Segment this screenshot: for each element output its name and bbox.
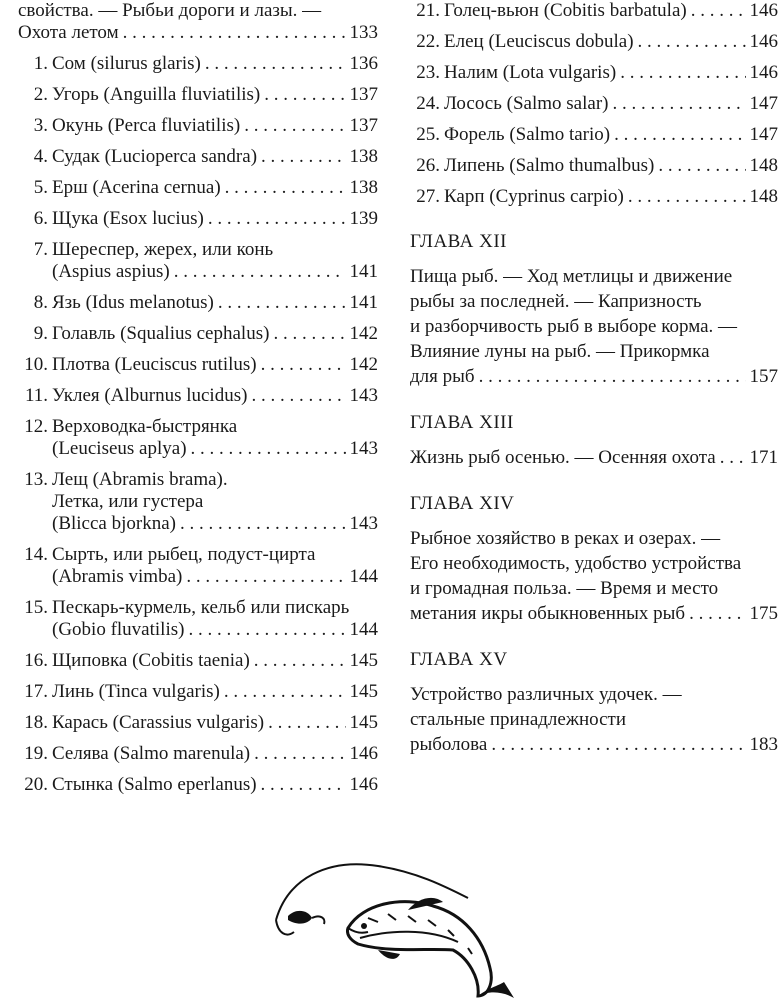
entry-number: 16. — [24, 650, 48, 671]
dot-leader — [261, 146, 345, 168]
entry-title: Липень (Salmo thumalbus) — [444, 155, 655, 176]
toc-entry — [18, 544, 378, 588]
entry-number: 21. — [416, 0, 440, 21]
dot-leader — [188, 619, 345, 641]
dot-leader — [628, 186, 746, 208]
toc-entry — [18, 84, 378, 106]
dot-leader — [244, 115, 345, 137]
entry-line — [18, 177, 378, 199]
chapter-summary — [410, 682, 778, 757]
toc-entry — [18, 354, 378, 376]
toc-entry — [410, 155, 778, 177]
dot-leader — [123, 22, 346, 44]
entry-title: Стынка (Salmo eperlanus) — [52, 774, 257, 795]
entry-title: (Leuciseus aplya) — [52, 438, 187, 459]
entry-title: (Abramis vimba) — [52, 566, 183, 587]
page-number: 143 — [349, 513, 378, 534]
entry-title: Елец (Leuciscus dobula) — [444, 31, 634, 52]
toc-intro-entry — [18, 0, 378, 44]
chapter-heading: ГЛАВА XII — [410, 231, 507, 252]
dot-leader — [689, 601, 745, 626]
entry-title: рыболова — [410, 734, 488, 755]
entry-line — [18, 513, 378, 535]
chapter-summary — [410, 445, 778, 470]
toc-left-column — [18, 0, 378, 805]
entry-number: 13. — [24, 469, 48, 490]
entry-title: Лещ (Abramis brama). — [52, 469, 228, 490]
chapter-heading: ГЛАВА XIII — [410, 412, 514, 433]
entry-title: Влияние луны на рыб. — Прикормка — [410, 341, 710, 362]
entry-title: Охота летом — [18, 22, 119, 43]
dot-leader — [174, 261, 346, 283]
page-number: 142 — [349, 323, 378, 344]
entry-title: Пескарь-курмель, кельб или пискарь — [52, 597, 350, 618]
entry-title: свойства. — Рыбьи дороги и лазы. — — [18, 0, 322, 21]
entry-number: 2. — [33, 84, 48, 105]
page-number: 139 — [349, 208, 378, 229]
entry-line — [410, 289, 778, 314]
entry-title: Пища рыб. — Ход метлицы и движение — [410, 266, 733, 287]
entry-title: метания икры обыкновенных рыб — [410, 603, 686, 624]
entry-line — [18, 438, 378, 460]
entry-title: Язь (Idus melanotus) — [52, 292, 214, 313]
page-number: 133 — [349, 22, 378, 43]
page-number: 145 — [349, 650, 378, 671]
entry-number: 4. — [33, 146, 48, 167]
entry-title: Линь (Tinca vulgaris) — [52, 681, 220, 702]
entry-line — [410, 314, 778, 339]
entry-line — [410, 551, 778, 576]
page-number: 136 — [349, 53, 378, 74]
entry-title: Сырть, или рыбец, подуст-цирта — [52, 544, 316, 565]
entry-line — [410, 601, 778, 626]
entry-title: для рыб — [410, 366, 475, 387]
page-number: 143 — [349, 438, 378, 459]
dot-leader — [620, 62, 745, 84]
page-number: 183 — [749, 734, 778, 755]
entry-line — [410, 339, 778, 364]
toc-entry — [410, 62, 778, 84]
entry-title: Верховодка-быстрянка — [52, 416, 238, 437]
fish-on-hook-illustration — [268, 858, 518, 998]
entry-line — [410, 576, 778, 601]
entry-line — [410, 31, 778, 53]
toc-entry — [18, 177, 378, 199]
entry-title: Голавль (Squalius cephalus) — [52, 323, 270, 344]
entry-line — [18, 84, 378, 106]
entry-line — [18, 261, 378, 283]
entry-title: Шереспер, жерех, или конь — [52, 239, 274, 260]
dot-leader — [186, 566, 345, 588]
entry-title: (Gobio fluvatilis) — [52, 619, 185, 640]
chapter-heading: ГЛАВА XIV — [410, 493, 515, 514]
dot-leader — [225, 177, 346, 199]
entry-number: 8. — [33, 292, 48, 313]
page-number: 148 — [749, 155, 778, 176]
page-number: 141 — [349, 261, 378, 282]
chapter-heading: ГЛАВА XV — [410, 649, 508, 670]
chapter-summary — [410, 526, 778, 626]
entry-line — [18, 385, 378, 407]
dot-leader — [180, 513, 346, 535]
entry-line — [18, 416, 378, 438]
page-number: 142 — [349, 354, 378, 375]
toc-entry — [18, 115, 378, 137]
entry-number: 15. — [24, 597, 48, 618]
dot-leader — [691, 0, 746, 22]
entry-title: (Aspius aspius) — [52, 261, 170, 282]
entry-line — [410, 445, 778, 470]
entry-title: Уклея (Alburnus lucidus) — [52, 385, 248, 406]
page-number: 175 — [749, 603, 778, 624]
toc-entry — [410, 31, 778, 53]
page-number: 146 — [349, 774, 378, 795]
entry-number: 18. — [24, 712, 48, 733]
dot-leader — [658, 155, 745, 177]
entry-title: Плотва (Leuciscus rutilus) — [52, 354, 257, 375]
entry-title: Щиповка (Cobitis taenia) — [52, 650, 250, 671]
dot-leader — [251, 385, 345, 407]
entry-line — [18, 292, 378, 314]
entry-title: Окунь (Perca fluviatilis) — [52, 115, 241, 136]
entry-line — [410, 526, 778, 551]
entry-title: Ерш (Acerina cernua) — [52, 177, 221, 198]
dot-leader — [273, 323, 345, 345]
entry-title: Устройство различных удочек. — — [410, 684, 682, 705]
entry-line — [18, 712, 378, 734]
entry-line — [18, 619, 378, 641]
entry-title: Рыбное хозяйство в реках и озерах. — — [410, 528, 721, 549]
entry-number: 6. — [33, 208, 48, 229]
entry-line — [18, 208, 378, 230]
dot-leader — [254, 650, 346, 672]
entry-line — [410, 124, 778, 146]
dot-leader — [612, 93, 745, 115]
entry-number: 22. — [416, 31, 440, 52]
entry-number: 23. — [416, 62, 440, 83]
entry-line — [18, 0, 378, 22]
page-number: 137 — [349, 115, 378, 136]
dot-leader — [264, 84, 345, 106]
entry-title: Налим (Lota vulgaris) — [444, 62, 617, 83]
entry-line — [18, 774, 378, 796]
page-number: 138 — [349, 177, 378, 198]
entry-title: Щука (Esox lucius) — [52, 208, 204, 229]
entry-line — [410, 186, 778, 208]
page-number: 137 — [349, 84, 378, 105]
entry-number: 27. — [416, 186, 440, 207]
dot-leader — [491, 732, 745, 757]
page-number: 148 — [749, 186, 778, 207]
toc-entry — [410, 0, 778, 22]
page-number: 145 — [349, 712, 378, 733]
page-number: 138 — [349, 146, 378, 167]
toc-entry — [410, 124, 778, 146]
entry-number: 17. — [24, 681, 48, 702]
chapter-summary — [410, 264, 778, 389]
dot-leader — [224, 681, 346, 703]
entry-title: Жизнь рыб осенью. — Осенняя охота — [410, 447, 716, 468]
entry-number: 26. — [416, 155, 440, 176]
toc-entry — [18, 208, 378, 230]
dot-leader — [720, 445, 746, 470]
entry-number: 11. — [24, 385, 48, 406]
page-number: 144 — [349, 566, 378, 587]
entry-number: 25. — [416, 124, 440, 145]
entry-title: (Blicca bjorkna) — [52, 513, 176, 534]
entry-title: стальные принадлежности — [410, 709, 627, 730]
toc-entry — [18, 53, 378, 75]
entry-title: Летка, или густера — [52, 491, 204, 512]
entry-line — [410, 682, 778, 707]
entry-line — [18, 146, 378, 168]
entry-line — [18, 239, 378, 261]
entry-title: Сом (silurus glaris) — [52, 53, 201, 74]
entry-line — [18, 354, 378, 376]
dot-leader — [261, 354, 346, 376]
page-number: 146 — [349, 743, 378, 764]
entry-line — [18, 323, 378, 345]
entry-number: 1. — [33, 53, 48, 74]
dot-leader — [205, 53, 346, 75]
dot-leader — [614, 124, 745, 146]
entry-line — [410, 264, 778, 289]
entry-line — [18, 743, 378, 765]
entry-number: 19. — [24, 743, 48, 764]
dot-leader — [261, 774, 346, 796]
entry-title: Селява (Salmo marenula) — [52, 743, 251, 764]
toc-entry — [18, 239, 378, 283]
toc-entry — [18, 743, 378, 765]
entry-line — [410, 732, 778, 757]
page-number: 145 — [349, 681, 378, 702]
toc-entry — [18, 650, 378, 672]
toc-entry — [18, 712, 378, 734]
dot-leader — [218, 292, 346, 314]
entry-number: 10. — [24, 354, 48, 375]
toc-entry — [18, 385, 378, 407]
entry-line — [18, 22, 378, 44]
entry-title: Лосось (Salmo salar) — [444, 93, 609, 114]
page-number: 146 — [749, 62, 778, 83]
entry-title: Угорь (Anguilla fluviatilis) — [52, 84, 261, 105]
page-number: 171 — [749, 447, 778, 468]
entry-line — [18, 469, 378, 491]
entry-title: рыбы за последней. — Капризность — [410, 291, 702, 312]
page-number: 147 — [749, 124, 778, 145]
entry-number: 20. — [24, 774, 48, 795]
toc-right-column — [410, 0, 778, 766]
entry-title: и громадная польза. — Время и место — [410, 578, 719, 599]
entry-number: 9. — [33, 323, 48, 344]
page-number: 146 — [749, 0, 778, 21]
entry-line — [410, 364, 778, 389]
entry-title: Карась (Carassius vulgaris) — [52, 712, 265, 733]
entry-title: Голец-вьюн (Cobitis barbatula) — [444, 0, 687, 21]
entry-title: Карп (Cyprinus carpio) — [444, 186, 624, 207]
dot-leader — [479, 364, 746, 389]
entry-line — [18, 650, 378, 672]
page-number: 141 — [349, 292, 378, 313]
toc-entry — [18, 146, 378, 168]
entry-title: Его необходимость, удобство устройства — [410, 553, 742, 574]
toc-entry — [18, 323, 378, 345]
toc-entry — [18, 774, 378, 796]
entry-line — [18, 566, 378, 588]
page-number: 147 — [749, 93, 778, 114]
toc-entry — [410, 93, 778, 115]
entry-number: 3. — [33, 115, 48, 136]
entry-title: Судак (Lucioperca sandra) — [52, 146, 258, 167]
page-number: 144 — [349, 619, 378, 640]
entry-line — [410, 155, 778, 177]
entry-line — [18, 681, 378, 703]
entry-line — [18, 115, 378, 137]
entry-line — [18, 597, 378, 619]
toc-entry — [410, 186, 778, 208]
page-number: 146 — [749, 31, 778, 52]
entry-line — [18, 544, 378, 566]
toc-entry — [18, 597, 378, 641]
toc-entry — [18, 681, 378, 703]
entry-title: и разборчивость рыб в выборе корма. — — [410, 316, 738, 337]
toc-entry — [18, 416, 378, 460]
entry-number: 12. — [24, 416, 48, 437]
dot-leader — [191, 438, 346, 460]
entry-line — [410, 0, 778, 22]
dot-leader — [268, 712, 345, 734]
page-number: 157 — [749, 366, 778, 387]
toc-entry — [18, 469, 378, 535]
page-number: 143 — [349, 385, 378, 406]
entry-title: Форель (Salmo tario) — [444, 124, 611, 145]
entry-line — [18, 53, 378, 75]
entry-line — [410, 62, 778, 84]
entry-line — [410, 93, 778, 115]
entry-number: 7. — [33, 239, 48, 260]
dot-leader — [254, 743, 345, 765]
entry-line — [18, 491, 378, 513]
dot-leader — [208, 208, 346, 230]
entry-line — [410, 707, 778, 732]
dot-leader — [638, 31, 746, 53]
entry-number: 14. — [24, 544, 48, 565]
entry-number: 5. — [33, 177, 48, 198]
toc-entry — [18, 292, 378, 314]
entry-number: 24. — [416, 93, 440, 114]
